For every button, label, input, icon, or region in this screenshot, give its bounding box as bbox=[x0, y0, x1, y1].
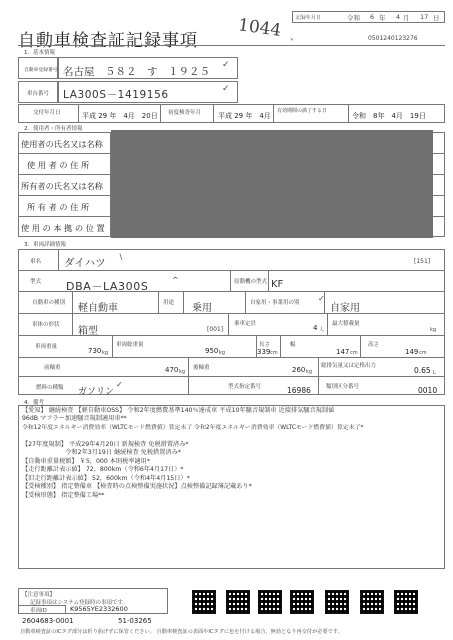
record-date-day: 17 bbox=[420, 13, 429, 21]
record-date-month: 4 bbox=[396, 13, 401, 21]
document-number: 0501240123276 bbox=[368, 35, 418, 42]
redacted-owner-info bbox=[111, 130, 433, 238]
issue-date-value: 平成 29 年 4月 20日 bbox=[82, 112, 158, 120]
width-value: 147 bbox=[336, 348, 350, 356]
capacity-unit: 人 bbox=[319, 327, 325, 333]
bottom-notice: 自動車検査証のICタグ部分は折り曲げずに保管ください。 自動車検査証の表面やICタグに色を付ける場合、無効となり再交付が必要です。 bbox=[20, 629, 343, 635]
expiry-label: 有効期間の満了する日 bbox=[277, 108, 328, 114]
gross-unit: kg bbox=[219, 350, 226, 356]
qr-code-4 bbox=[290, 590, 314, 614]
handwritten-mark-model: ^ bbox=[172, 276, 179, 285]
front-axle-value: 470 bbox=[165, 366, 179, 374]
vehicle-rule-4 bbox=[18, 335, 445, 336]
vehicle-rule-5 bbox=[18, 357, 445, 358]
max-load-label: 最大積載量 bbox=[332, 321, 360, 327]
owner-name-label: 所有者の氏名又は名称 bbox=[21, 181, 103, 191]
car-id-label: 車両ID bbox=[30, 608, 47, 614]
purpose-divider-2 bbox=[324, 291, 325, 313]
displacement-value: 0.65 bbox=[414, 366, 431, 375]
width-divider bbox=[280, 335, 281, 357]
record-date-label: 記録年月日 bbox=[296, 15, 322, 21]
vehicle-rule-2 bbox=[18, 291, 445, 292]
rear-axle-value: 260 bbox=[292, 366, 306, 374]
gross-divider bbox=[112, 335, 113, 357]
qr-code-3 bbox=[258, 590, 282, 614]
form-code-left: 2604683-0001 bbox=[22, 617, 74, 625]
user-name-label: 使用者の氏名又は名称 bbox=[21, 139, 103, 149]
displacement-label: 総排気量又は定格出力 bbox=[321, 363, 377, 369]
maker-divider bbox=[58, 249, 59, 270]
record-date-day-unit: 日 bbox=[433, 14, 440, 22]
purpose-divider bbox=[245, 291, 246, 313]
remark-line-2: 96dB マフラー加速騒音規制適用車** bbox=[22, 415, 127, 422]
height-value: 149 bbox=[405, 348, 419, 356]
kind-label: 自動車の種別 bbox=[32, 300, 66, 306]
engine-divider bbox=[230, 270, 231, 291]
reg-number-label: 自動車登録番号 bbox=[24, 68, 58, 73]
record-date-era: 令和 bbox=[347, 14, 360, 22]
height-divider bbox=[360, 335, 361, 357]
section2-heading: 2．使用者・所有者情報 bbox=[24, 126, 83, 132]
front-axle-unit: kg bbox=[179, 369, 186, 375]
height-unit: cm bbox=[419, 350, 427, 356]
kind-value: 軽自動車 bbox=[78, 303, 118, 314]
cap-divider bbox=[228, 313, 229, 335]
body-divider bbox=[72, 313, 73, 335]
weight-unit: kg bbox=[102, 350, 109, 356]
capacity-value: 4 bbox=[313, 324, 318, 332]
dates-divider-5 bbox=[348, 104, 349, 123]
dates-divider-1 bbox=[78, 104, 79, 123]
remark-line-6: 【自動車重量税額】 ￥5，000 本則税率適用* bbox=[22, 458, 150, 465]
first-reg-value: 平成 29 年 4月 bbox=[218, 112, 271, 120]
class-divider bbox=[318, 376, 319, 395]
remark-line-4: 【27年度規制】 平成29年4月20日 新規検査 免税措置済み* bbox=[22, 441, 189, 448]
dates-divider-4 bbox=[273, 104, 274, 123]
rear-axle-unit: kg bbox=[306, 369, 313, 375]
record-date-year-unit: 年 bbox=[379, 14, 386, 22]
purpose-label: 自家用・事業用の別 bbox=[250, 300, 300, 306]
handwritten-mark: 、 bbox=[290, 32, 300, 43]
use-label: 用途 bbox=[163, 300, 175, 306]
record-date-month-unit: 月 bbox=[403, 14, 410, 22]
capacity-label: 乗車定員 bbox=[234, 321, 257, 327]
form-code-right: 51-03265 bbox=[118, 617, 152, 625]
displacement-divider bbox=[318, 357, 319, 376]
issue-date-label: 交付年月日 bbox=[33, 110, 61, 116]
chassis-label: 車台番号 bbox=[27, 91, 50, 97]
engine-value: KF bbox=[271, 279, 284, 290]
qr-code-2 bbox=[226, 590, 250, 614]
length-unit: cm bbox=[270, 350, 278, 356]
owner-address-label: 所 有 者 の 住 所 bbox=[27, 202, 90, 212]
remark-line-10: 【受検形態】 指定整備工場** bbox=[22, 492, 105, 499]
first-reg-label: 初度検査年月 bbox=[168, 110, 202, 116]
vehicle-rule-6 bbox=[18, 376, 445, 377]
max-load-unit: kg bbox=[430, 327, 437, 333]
body-code: [001] bbox=[207, 326, 224, 333]
user-address-label: 使 用 者 の 住 所 bbox=[27, 160, 90, 170]
notice-text: 記録事項はシステム登録時の事項です。 bbox=[30, 600, 129, 606]
body-label: 車体の形状 bbox=[32, 322, 60, 328]
handwritten-check-purpose: ✓ bbox=[318, 294, 325, 303]
length-value: 339 bbox=[257, 348, 271, 356]
qr-code-6 bbox=[360, 590, 384, 614]
model-label: 型式 bbox=[30, 279, 42, 285]
use-value: 乗用 bbox=[192, 303, 212, 314]
remark-line-8: 【旧走行距離計表示値】 52，600km（令和4年4月15日）* bbox=[22, 475, 190, 482]
class-label: 類別区分番号 bbox=[326, 384, 360, 390]
vehicle-rule-3 bbox=[18, 313, 445, 314]
remark-line-1: 【愛知】 継続検査 【軽自動車OSS】 令和2年度燃費基準140％達成車 平成10年騒音規制車 近接排気騒音規制値 bbox=[22, 407, 335, 414]
fuel-label: 燃料の種類 bbox=[36, 385, 64, 391]
expiry-value: 令和 8年 4月 19日 bbox=[352, 112, 426, 120]
reg-number-value: 名古屋 ５８２ す １９２５ bbox=[63, 66, 210, 78]
dates-divider-2 bbox=[160, 104, 161, 123]
kind-divider bbox=[72, 291, 73, 313]
handwritten-number: 1044 bbox=[236, 15, 283, 41]
car-id-value: K9565YE2332600 bbox=[70, 605, 128, 613]
rear-axle-divider bbox=[188, 357, 189, 376]
handwritten-check-chassis: ✓ bbox=[222, 84, 230, 94]
weight-label: 車両重量 bbox=[35, 344, 58, 350]
front-axle-label: 前軸重 bbox=[44, 365, 61, 371]
rear-axle-label: 後軸重 bbox=[193, 365, 210, 371]
gross-value: 950 bbox=[205, 347, 219, 355]
fuel-value: ガソリン bbox=[78, 387, 115, 397]
engine-label: 原動機の型式 bbox=[234, 279, 268, 285]
section1-rule bbox=[18, 45, 445, 46]
engine-divider-2 bbox=[268, 270, 269, 291]
remark-line-9: 【受検種別】 指定整備車 【検査時の点検整備実施状況】点検整備記録簿記載あり* bbox=[22, 483, 252, 490]
vehicle-rule-1 bbox=[18, 270, 445, 271]
maker-code: [151] bbox=[414, 258, 431, 265]
body-value: 箱型 bbox=[78, 326, 98, 337]
handwritten-check-reg: ✓ bbox=[222, 60, 230, 70]
width-unit: cm bbox=[350, 350, 358, 356]
qr-code-1 bbox=[192, 590, 216, 614]
base-location-label: 使 用 の 本 拠 の 位 置 bbox=[21, 223, 105, 233]
qr-code-5 bbox=[325, 590, 349, 614]
weight-value: 730 bbox=[88, 347, 102, 355]
document-title: 自動車検査証記録事項 bbox=[18, 31, 198, 51]
chassis-value: LA300S－1419156 bbox=[63, 89, 169, 101]
dates-divider-3 bbox=[213, 104, 214, 123]
displacement-unit: L bbox=[433, 370, 436, 376]
length-label: 長さ bbox=[259, 342, 271, 348]
remark-line-7: 【走行距離計表示値】 72，800km（令和6年4月17日）* bbox=[22, 466, 184, 473]
purpose-value: 自家用 bbox=[330, 303, 360, 314]
remark-line-3: 令和12年度エネルギー消費効率（WLTCモード燃費値）算定未了 令和2年度エネルギー消費効率（WLTCモード燃費値）算定未了* bbox=[22, 425, 364, 431]
section3-heading: 3．車両詳細情報 bbox=[24, 242, 66, 248]
class-value: 0010 bbox=[418, 386, 438, 395]
section4-heading: 4．備考 bbox=[24, 400, 44, 406]
use-divider bbox=[158, 291, 159, 313]
notice-heading: 【注意事項】 bbox=[22, 592, 56, 598]
maker-value: ダイハツ bbox=[64, 257, 106, 269]
qr-code-7 bbox=[394, 590, 418, 614]
type-num-divider bbox=[188, 376, 189, 395]
handwritten-check-fuel: ✓ bbox=[116, 380, 123, 389]
width-label: 幅 bbox=[290, 342, 296, 348]
handwritten-check-maker: ∖ bbox=[118, 253, 124, 262]
type-num-value: 16986 bbox=[287, 386, 311, 395]
record-date-year: 6 bbox=[370, 13, 375, 21]
use-divider-2 bbox=[183, 291, 184, 313]
max-load-divider bbox=[327, 313, 328, 335]
section1-heading: 1．基本情報 bbox=[24, 50, 55, 56]
type-num-label: 型式指定番号 bbox=[228, 384, 262, 390]
model-value: DBA－LA300S bbox=[66, 280, 149, 293]
height-label: 高さ bbox=[368, 342, 380, 348]
maker-label: 車名 bbox=[30, 259, 42, 265]
gross-label: 車両総重量 bbox=[116, 342, 144, 348]
remark-line-5: 令和2年3月19日 継続検査 免税措置済み* bbox=[22, 449, 181, 456]
